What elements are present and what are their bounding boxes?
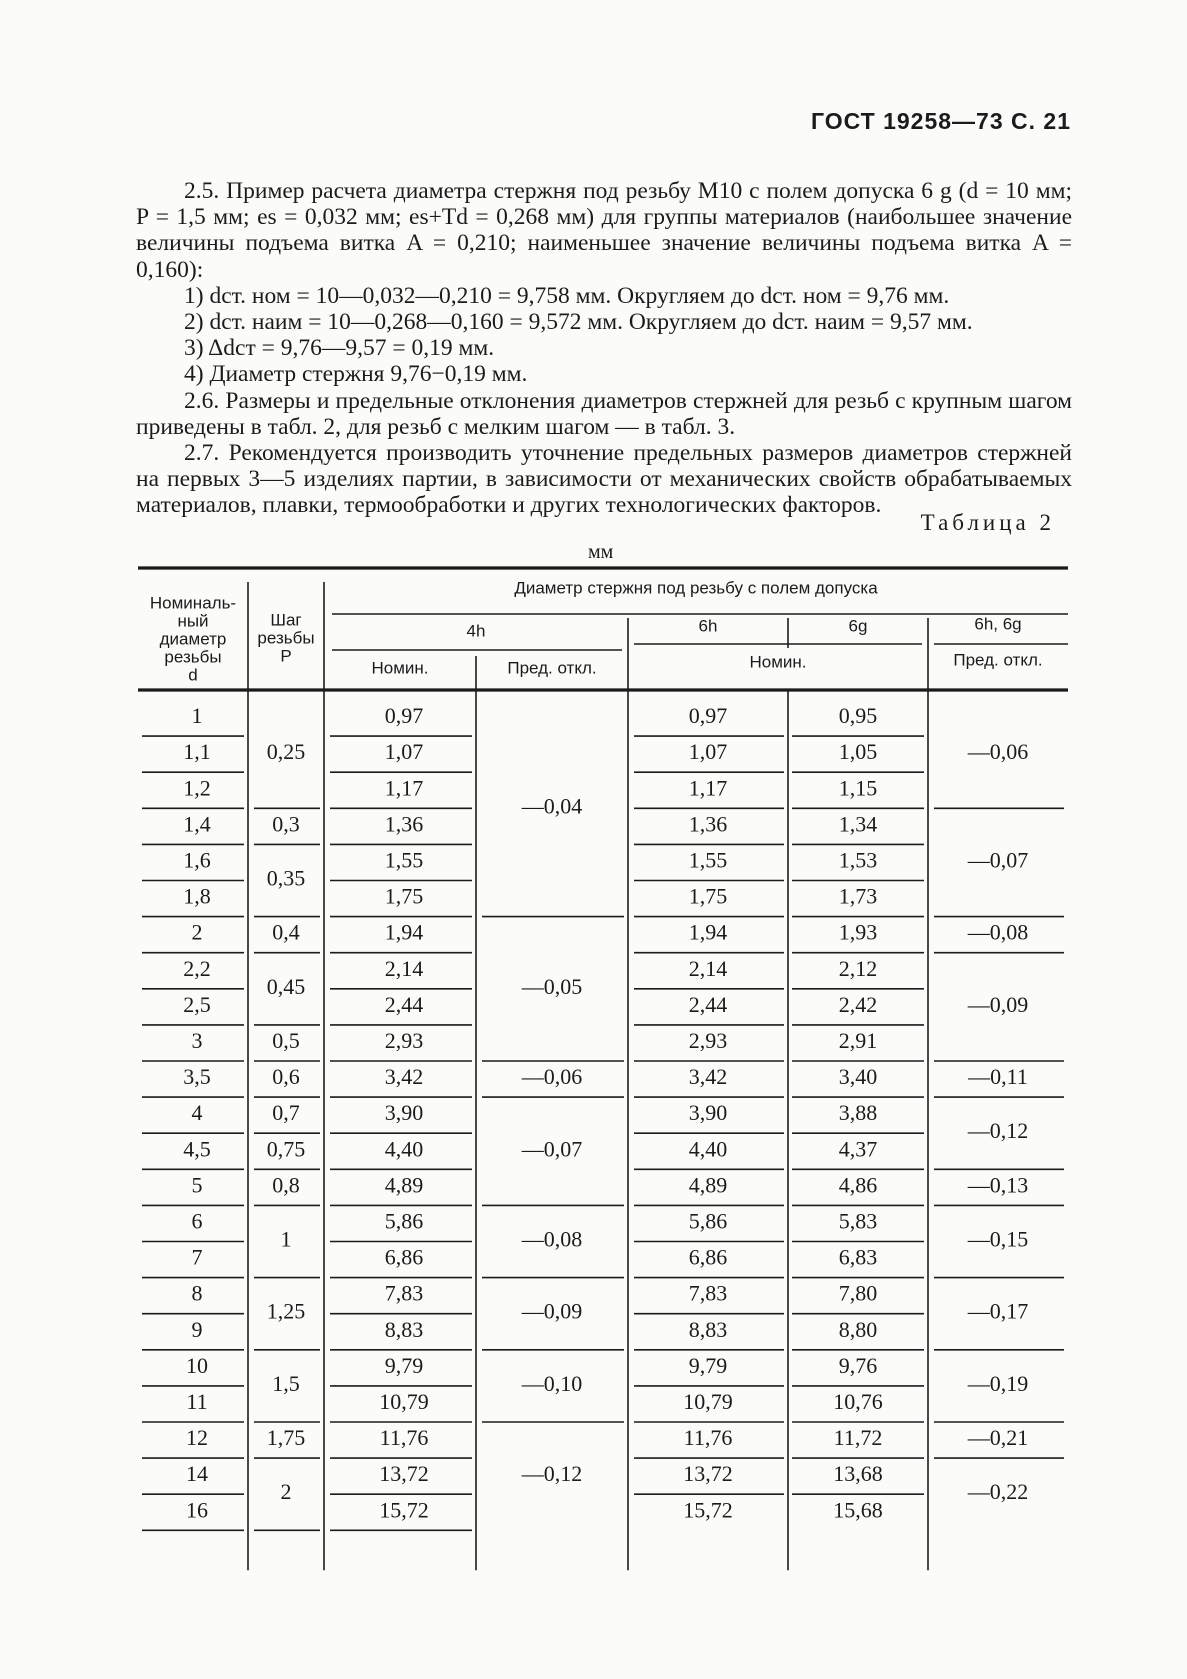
pitch-cell: 0,3	[272, 811, 300, 837]
header-nominal-diameter: резьбы	[164, 647, 222, 667]
nomin-6g-cell: 2,42	[838, 991, 878, 1017]
nomin-4h-cell: 1,36	[384, 811, 424, 837]
dev-6h-6g-cell: —0,12	[967, 1118, 1029, 1144]
nomin-6h-cell: 3,42	[688, 1064, 728, 1090]
header-nominal-diameter: диаметр	[159, 629, 227, 649]
nominal-diameter-cell: 3,5	[183, 1064, 211, 1090]
nomin-6g-cell: 3,88	[838, 1100, 878, 1126]
nomin-4h-cell: 10,79	[379, 1388, 429, 1414]
nominal-diameter-cell: 7	[191, 1244, 203, 1270]
nomin-4h-cell: 1,55	[384, 847, 424, 873]
nominal-diameter-cell: 1,2	[183, 775, 211, 801]
nomin-4h-cell: 0,97	[384, 703, 424, 729]
nomin-6h-cell: 1,36	[688, 811, 728, 837]
pitch-cell: 0,7	[272, 1100, 300, 1126]
nomin-6h-cell: 2,44	[688, 991, 728, 1017]
pitch-cell: 0,35	[266, 865, 306, 891]
nominal-diameter-cell: 6	[191, 1208, 203, 1234]
nominal-diameter-cell: 5	[191, 1172, 203, 1198]
dev-6h-6g-cell: —0,13	[967, 1172, 1029, 1198]
nomin-6h-cell: 0,97	[688, 703, 728, 729]
nominal-diameter-cell: 2	[191, 919, 203, 945]
pitch-cell: 0,75	[266, 1136, 306, 1162]
nominal-diameter-cell: 4	[191, 1100, 203, 1126]
header-dev-6: Пред. откл.	[953, 650, 1043, 670]
nomin-6g-cell: 13,68	[833, 1461, 883, 1487]
page-header: ГОСТ 19258—73 С. 21	[810, 108, 1071, 134]
nomin-4h-cell: 1,94	[384, 919, 424, 945]
nomin-4h-cell: 3,42	[384, 1064, 424, 1090]
paragraph-2-5: 2.5. Пример расчета диаметра стержня под резьбу М10 с полем допуска 6 g (d = 10 мм; P = 1,5 мм; es = 0,032 мм; es+Td = 0,268 мм) для группы материалов (наибольшее значение величины подъема витка A = 0,210; наименьшее значение величины подъема витка A = 0,160):	[136, 178, 1072, 283]
step-3: 3) Δdст = 9,76—9,57 = 0,19 мм.	[184, 335, 495, 362]
header-dev-4h: Пред. откл.	[507, 658, 597, 678]
nomin-4h-cell: 13,72	[379, 1461, 429, 1487]
dev-6h-6g-cell: —0,06	[967, 739, 1029, 765]
pitch-cell: 1,25	[266, 1298, 306, 1324]
pitch-cell: 0,6	[272, 1064, 300, 1090]
nomin-6h-cell: 5,86	[688, 1208, 728, 1234]
nominal-diameter-cell: 4,5	[183, 1136, 211, 1162]
dev-4h-cell: —0,09	[521, 1298, 583, 1324]
nomin-6h-cell: 9,79	[688, 1352, 728, 1378]
nomin-6g-cell: 4,37	[838, 1136, 878, 1162]
nomin-6g-cell: 0,95	[838, 703, 878, 729]
nominal-diameter-cell: 2,5	[183, 991, 211, 1017]
paragraph-2-6: 2.6. Размеры и предельные отклонения диаметров стержней для резьб с крупным шагом приведены в табл. 2, для резьб с мелким шагом — в табл. 3.	[136, 387, 1072, 440]
pitch-cell: 0,4	[272, 919, 300, 945]
nomin-6g-cell: 15,68	[833, 1497, 883, 1523]
header-nominal-diameter: d	[188, 665, 198, 685]
nomin-4h-cell: 8,83	[384, 1316, 424, 1342]
nomin-4h-cell: 4,89	[384, 1172, 424, 1198]
step-1: 1) dст. ном = 10—0,032—0,210 = 9,758 мм. Округляем до dст. ном = 9,76 мм.	[184, 282, 950, 309]
dev-6h-6g-cell: —0,19	[967, 1370, 1029, 1396]
nomin-6h-cell: 2,93	[688, 1027, 728, 1053]
nomin-4h-cell: 6,86	[384, 1244, 424, 1270]
nomin-6g-cell: 6,83	[838, 1244, 878, 1270]
header-nominal-diameter: Номиналь-	[149, 593, 237, 613]
nomin-6g-cell: 1,34	[838, 811, 878, 837]
nomin-6g-cell: 2,91	[838, 1027, 878, 1053]
nomin-4h-cell: 1,17	[384, 775, 424, 801]
header-nomin-6: Номин.	[749, 652, 807, 672]
nominal-diameter-cell: 3	[191, 1027, 203, 1053]
pitch-cell: 0,5	[272, 1027, 300, 1053]
nomin-6h-cell: 3,90	[688, 1100, 728, 1126]
nomin-6g-cell: 1,15	[838, 775, 878, 801]
nomin-6h-cell: 4,89	[688, 1172, 728, 1198]
nominal-diameter-cell: 1,4	[183, 811, 211, 837]
nominal-diameter-cell: 1,1	[183, 739, 211, 765]
header-field-6h-6g: 6h, 6g	[974, 614, 1022, 634]
nomin-6h-cell: 4,40	[688, 1136, 728, 1162]
nomin-6h-cell: 6,86	[688, 1244, 728, 1270]
nomin-6h-cell: 1,94	[688, 919, 728, 945]
dev-6h-6g-cell: —0,08	[967, 919, 1029, 945]
nomin-6h-cell: 1,55	[688, 847, 728, 873]
nomin-6g-cell: 3,40	[838, 1064, 878, 1090]
paragraph-2-7: 2.7. Рекомендуется производить уточнение предельных размеров диаметров стержней на первых 3—5 изделиях партии, в зависимости от механических свойств обрабатываемых материалов, плавки, термообработки и других технологических факторов.	[136, 440, 1072, 519]
nomin-6g-cell: 9,76	[838, 1352, 878, 1378]
header-rod-diameter: Диаметр стержня под резьбу с полем допуска	[514, 578, 878, 598]
nomin-4h-cell: 2,44	[384, 991, 424, 1017]
nomin-4h-cell: 2,14	[384, 955, 424, 981]
nomin-6g-cell: 5,83	[838, 1208, 878, 1234]
nomin-4h-cell: 7,83	[384, 1280, 424, 1306]
nomin-4h-cell: 15,72	[379, 1497, 429, 1523]
header-pitch: резьбы	[257, 628, 315, 648]
nomin-6g-cell: 1,73	[838, 883, 878, 909]
dev-4h-cell: —0,08	[521, 1226, 583, 1252]
dev-4h-cell: —0,12	[521, 1461, 583, 1487]
nomin-6g-cell: 7,80	[838, 1280, 878, 1306]
nomin-6h-cell: 2,14	[688, 955, 728, 981]
nomin-6h-cell: 10,79	[683, 1388, 733, 1414]
step-2: 2) dст. наим = 10—0,268—0,160 = 9,572 мм. Округляем до dст. наим = 9,57 мм.	[184, 309, 973, 336]
pitch-cell: 1,75	[266, 1425, 306, 1451]
nominal-diameter-cell: 1	[191, 703, 203, 729]
nomin-6h-cell: 1,17	[688, 775, 728, 801]
header-field-4h: 4h	[466, 621, 486, 641]
pitch-cell: 0,8	[272, 1172, 300, 1198]
dev-6h-6g-cell: —0,15	[967, 1226, 1029, 1252]
nominal-diameter-cell: 11	[186, 1388, 208, 1414]
nominal-diameter-cell: 1,8	[183, 883, 211, 909]
nomin-6g-cell: 2,12	[838, 955, 878, 981]
pitch-cell: 0,45	[266, 973, 306, 999]
nominal-diameter-cell: 9	[191, 1316, 203, 1342]
nominal-diameter-cell: 14	[186, 1461, 208, 1487]
nomin-4h-cell: 5,86	[384, 1208, 424, 1234]
nomin-6g-cell: 10,76	[833, 1388, 883, 1414]
nomin-6g-cell: 1,53	[838, 847, 878, 873]
nomin-4h-cell: 1,07	[384, 739, 424, 765]
nomin-6g-cell: 11,72	[833, 1425, 883, 1451]
header-nominal-diameter: ный	[177, 611, 209, 631]
nomin-6g-cell: 8,80	[838, 1316, 878, 1342]
nomin-6h-cell: 1,07	[688, 739, 728, 765]
nominal-diameter-cell: 2,2	[183, 955, 211, 981]
nomin-6h-cell: 11,76	[683, 1425, 733, 1451]
pitch-cell: 0,25	[266, 739, 306, 765]
nominal-diameter-cell: 8	[191, 1280, 203, 1306]
nominal-diameter-cell: 12	[186, 1425, 208, 1451]
header-field-6g: 6g	[848, 616, 868, 636]
nomin-6g-cell: 1,93	[838, 919, 878, 945]
header-field-6h: 6h	[698, 616, 718, 636]
dev-6h-6g-cell: —0,22	[967, 1479, 1029, 1505]
pitch-cell: 1,5	[272, 1370, 300, 1396]
nomin-6h-cell: 8,83	[688, 1316, 728, 1342]
dev-4h-cell: —0,10	[521, 1370, 583, 1396]
table-title: Таблица 2	[920, 510, 1055, 535]
header-pitch: Шаг	[270, 610, 302, 630]
step-4: 4) Диаметр стержня 9,76−0,19 мм.	[184, 361, 528, 388]
nomin-6h-cell: 13,72	[683, 1461, 733, 1487]
nominal-diameter-cell: 1,6	[183, 847, 211, 873]
dev-6h-6g-cell: —0,07	[967, 847, 1029, 873]
nomin-6h-cell: 15,72	[683, 1497, 733, 1523]
pitch-cell: 2	[280, 1479, 292, 1505]
dev-4h-cell: —0,05	[521, 973, 583, 999]
nomin-4h-cell: 9,79	[384, 1352, 424, 1378]
pitch-cell: 1	[280, 1226, 292, 1252]
dev-4h-cell: —0,06	[521, 1064, 583, 1090]
nomin-6h-cell: 7,83	[688, 1280, 728, 1306]
nomin-4h-cell: 1,75	[384, 883, 424, 909]
nominal-diameter-cell: 16	[186, 1497, 208, 1523]
header-nomin-4h: Номин.	[371, 658, 429, 678]
dev-6h-6g-cell: —0,21	[967, 1425, 1029, 1451]
dev-6h-6g-cell: —0,17	[967, 1298, 1029, 1324]
dev-6h-6g-cell: —0,11	[968, 1064, 1028, 1090]
header-pitch: P	[280, 646, 292, 666]
nomin-4h-cell: 11,76	[379, 1425, 429, 1451]
nomin-6g-cell: 4,86	[838, 1172, 878, 1198]
nomin-6h-cell: 1,75	[688, 883, 728, 909]
nomin-4h-cell: 3,90	[384, 1100, 424, 1126]
dev-6h-6g-cell: —0,09	[967, 991, 1029, 1017]
nomin-6g-cell: 1,05	[838, 739, 878, 765]
nomin-4h-cell: 4,40	[384, 1136, 424, 1162]
nomin-4h-cell: 2,93	[384, 1027, 424, 1053]
nominal-diameter-cell: 10	[186, 1352, 208, 1378]
dev-4h-cell: —0,07	[521, 1136, 583, 1162]
table-units: мм	[588, 541, 614, 563]
dev-4h-cell: —0,04	[521, 793, 583, 819]
